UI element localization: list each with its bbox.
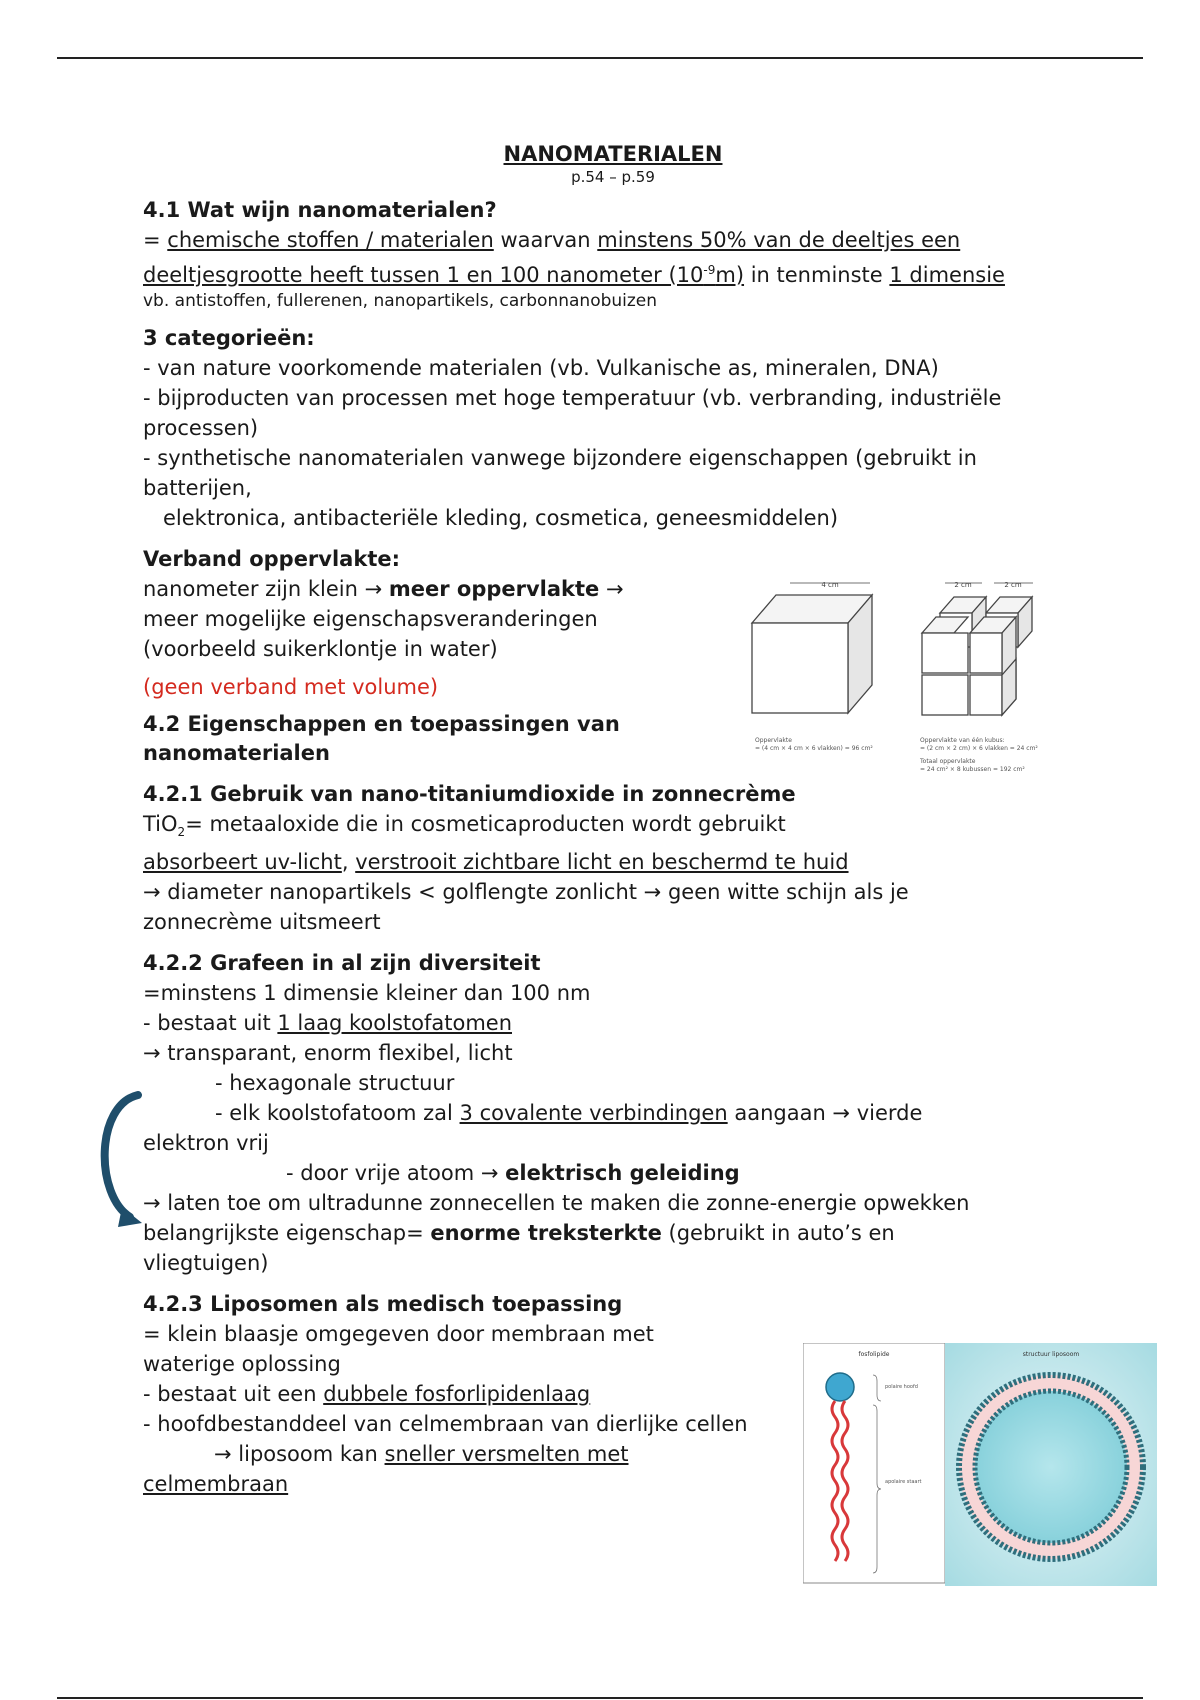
examples-line: vb. antistoffen, fullerenen, nanopartikels, carbonnanobuizen <box>143 291 658 311</box>
heading-4-2-line-1: 4.2 Eigenschappen en toepassingen van <box>143 712 620 736</box>
polar-head-label: polaire hoofd <box>885 1384 918 1390</box>
small-cube-caption-3: Totaal oppervlakte <box>920 758 976 765</box>
category-line-3: processen) <box>143 416 259 440</box>
liposome-figure <box>803 1343 1157 1586</box>
liposome-line-6: celmembraan <box>143 1472 289 1497</box>
liposome-line-3: - bestaat uit een dubbele fosforlipidenlaag <box>143 1382 591 1407</box>
heading-4-2-3: 4.2.3 Liposomen als medisch toepassing <box>143 1292 623 1317</box>
liposome-line-1: = klein blaasje omgegeven door membraan met <box>143 1322 654 1347</box>
phospholipid-head <box>826 1373 854 1401</box>
heading-4-2-1: 4.2.1 Gebruik van nano-titaniumdioxide in zonnecrème <box>143 782 796 806</box>
small-cube-label-2: 2 cm <box>1004 581 1022 589</box>
big-cube-caption-1: Oppervlakte <box>755 737 792 744</box>
top-rule <box>57 57 1143 59</box>
category-line-4: - synthetische nanomaterialen vanwege bijzondere eigenschappen (gebruikt in <box>143 446 977 470</box>
category-line-1: - van nature voorkomende materialen (vb. Vulkanische as, mineralen, DNA) <box>143 356 939 380</box>
graphene-line-7: - door vrije atoom → elektrisch geleiding <box>286 1161 740 1186</box>
graphene-line-5: - elk koolstofatoom zal 3 covalente verbindingen aangaan → vierde <box>215 1101 923 1126</box>
graphene-line-4: - hexagonale structuur <box>215 1071 455 1096</box>
heading-categories: 3 categorieën: <box>143 326 315 350</box>
heading-4-1: 4.1 Wat wijn nanomaterialen? <box>143 198 497 222</box>
surface-line-1: nanometer zijn klein → meer oppervlakte → <box>143 577 624 601</box>
tio2-line-2: absorbeert uv-licht, verstrooit zichtbare licht en beschermd te huid <box>143 850 849 875</box>
surface-line-2: meer mogelijke eigenschapsveranderingen <box>143 607 598 631</box>
graphene-line-10: vliegtuigen) <box>143 1251 269 1276</box>
bottom-rule <box>57 1697 1143 1699</box>
liposome-line-4: - hoofdbestanddeel van celmembraan van dierlijke cellen <box>143 1412 748 1437</box>
document-title: NANOMATERIALEN <box>503 142 723 166</box>
heading-4-2-2: 4.2.2 Grafeen in al zijn diversiteit <box>143 951 541 976</box>
small-cube-caption-2: = (2 cm × 2 cm) × 6 vlakken = 24 cm² <box>920 745 1038 752</box>
tio2-line-1: TiO$_2$= metaaloxide die in cosmeticaproducten wordt gebruikt <box>143 812 786 840</box>
page-range: p.54 – p.59 <box>571 168 655 186</box>
big-cube-caption-2: = (4 cm × 4 cm × 6 vlakken) = 96 cm² <box>755 745 873 752</box>
phospholipid-title: fosfolipide <box>858 1351 890 1358</box>
category-line-2: - bijproducten van processen met hoge temperatuur (vb. verbranding, industriële <box>143 386 1002 410</box>
category-line-6: elektronica, antibacteriële kleding, cosmetica, geneesmiddelen) <box>163 506 839 530</box>
graphene-line-9: belangrijkste eigenschap= enorme treksterkte (gebruikt in auto’s en <box>143 1221 895 1246</box>
graphene-line-1: =minstens 1 dimensie kleiner dan 100 nm <box>143 981 591 1006</box>
surface-area-cube-figure <box>720 575 1045 780</box>
surface-note: (geen verband met volume) <box>143 675 439 699</box>
curved-arrow-icon <box>90 1085 150 1230</box>
tio2-line-4: zonnecrème uitsmeert <box>143 910 381 935</box>
heading-4-2-line-2: nanomaterialen <box>143 741 330 765</box>
big-cube-label: 4 cm <box>821 581 839 589</box>
tio2-line-3: → diameter nanopartikels < golflengte zonlicht → geen witte schijn als je <box>143 880 909 905</box>
heading-surface: Verband oppervlakte: <box>143 547 400 571</box>
liposome-line-5: → liposoom kan sneller versmelten met <box>214 1442 629 1467</box>
apolar-tail-label: apolaire staart <box>885 1479 922 1485</box>
liposome-structure-title: structuur liposoom <box>1022 1351 1080 1358</box>
definition-line-2: deeltjesgrootte heeft tussen 1 en 100 nanometer $(10^{-9}m)$ in tenminste 1 dimensie <box>143 263 1005 287</box>
category-line-5: batterijen, <box>143 476 252 500</box>
surface-line-3: (voorbeeld suikerklontje in water) <box>143 637 498 661</box>
graphene-line-8: → laten toe om ultradunne zonnecellen te maken die zonne-energie opwekken <box>143 1191 970 1216</box>
small-cube-caption-4: = 24 cm² × 8 kubussen = 192 cm² <box>920 766 1025 773</box>
graphene-line-3: → transparant, enorm flexibel, licht <box>143 1041 513 1066</box>
graphene-line-6: elektron vrij <box>143 1131 269 1156</box>
liposome-line-2: waterige oplossing <box>143 1352 341 1377</box>
document-page <box>143 140 1083 1499</box>
definition-line-1: = chemische stoffen / materialen waarvan minstens 50% van de deeltjes een <box>143 228 961 252</box>
graphene-line-2: - bestaat uit 1 laag koolstofatomen <box>143 1011 512 1036</box>
small-cube-caption-1: Oppervlakte van één kubus: <box>920 737 1005 744</box>
small-cube-label-1: 2 cm <box>954 581 972 589</box>
